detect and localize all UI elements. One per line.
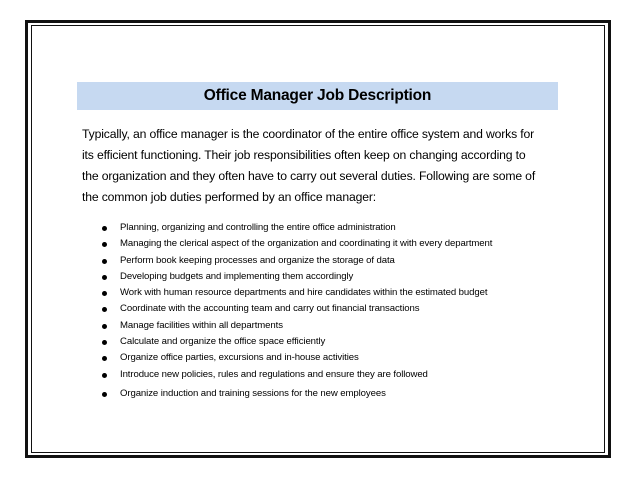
list-item (98, 350, 492, 366)
list-item (98, 253, 492, 269)
duty-text: Perform book keeping processes and organize the storage of data (120, 254, 395, 266)
duty-text: Developing budgets and implementing them accordingly (120, 270, 354, 282)
duty-text: Calculate and organize the office space efficiently (120, 336, 326, 348)
duty-text: Introduce new policies, rules and regulations and ensure they are followed (120, 368, 428, 380)
intro-paragraph (82, 124, 558, 208)
list-item (98, 301, 492, 317)
bullet-icon (102, 392, 107, 397)
bullet-icon (102, 259, 107, 264)
duty-text: Managing the clerical aspect of the organization and coordinating it with every department (120, 238, 493, 250)
bullet-icon (102, 307, 107, 312)
duty-text: Work with human resource departments and hire candidates within the estimated budget (120, 287, 488, 299)
duty-text: Organize office parties, excursions and in-house activities (120, 352, 359, 364)
list-item (98, 285, 492, 301)
intro-line: the common job duties performed by an office manager: (82, 190, 376, 204)
bullet-icon (102, 242, 107, 247)
title-bar (77, 82, 558, 110)
document-title: Office Manager Job Description (203, 87, 432, 104)
duty-text: Coordinate with the accounting team and carry out financial transactions (120, 303, 420, 315)
duty-text: Organize induction and training sessions for the new employees (120, 387, 386, 399)
bullet-icon (102, 291, 107, 296)
duty-text: Planning, organizing and controlling the entire office administration (120, 222, 396, 233)
list-item (98, 220, 492, 236)
list-item (98, 236, 492, 252)
bullet-icon (102, 373, 107, 378)
duty-text: Manage facilities within all departments (120, 319, 283, 331)
list-item (98, 334, 492, 350)
intro-line: its efficient functioning. Their job responsibilities often keep on changing according to (82, 148, 526, 162)
duties-list (98, 220, 492, 402)
bullet-icon (102, 324, 107, 329)
list-item (98, 318, 492, 334)
bullet-icon (102, 226, 107, 231)
list-item (98, 367, 492, 383)
intro-line: the organization and they often have to carry out several duties. Following are some of (82, 169, 536, 183)
bullet-icon (102, 275, 107, 280)
list-item (98, 386, 492, 402)
intro-line: Typically, an office manager is the coordinator of the entire office system and works for (82, 127, 535, 141)
list-item (98, 269, 492, 285)
bullet-icon (102, 340, 107, 345)
bullet-icon (102, 356, 107, 361)
